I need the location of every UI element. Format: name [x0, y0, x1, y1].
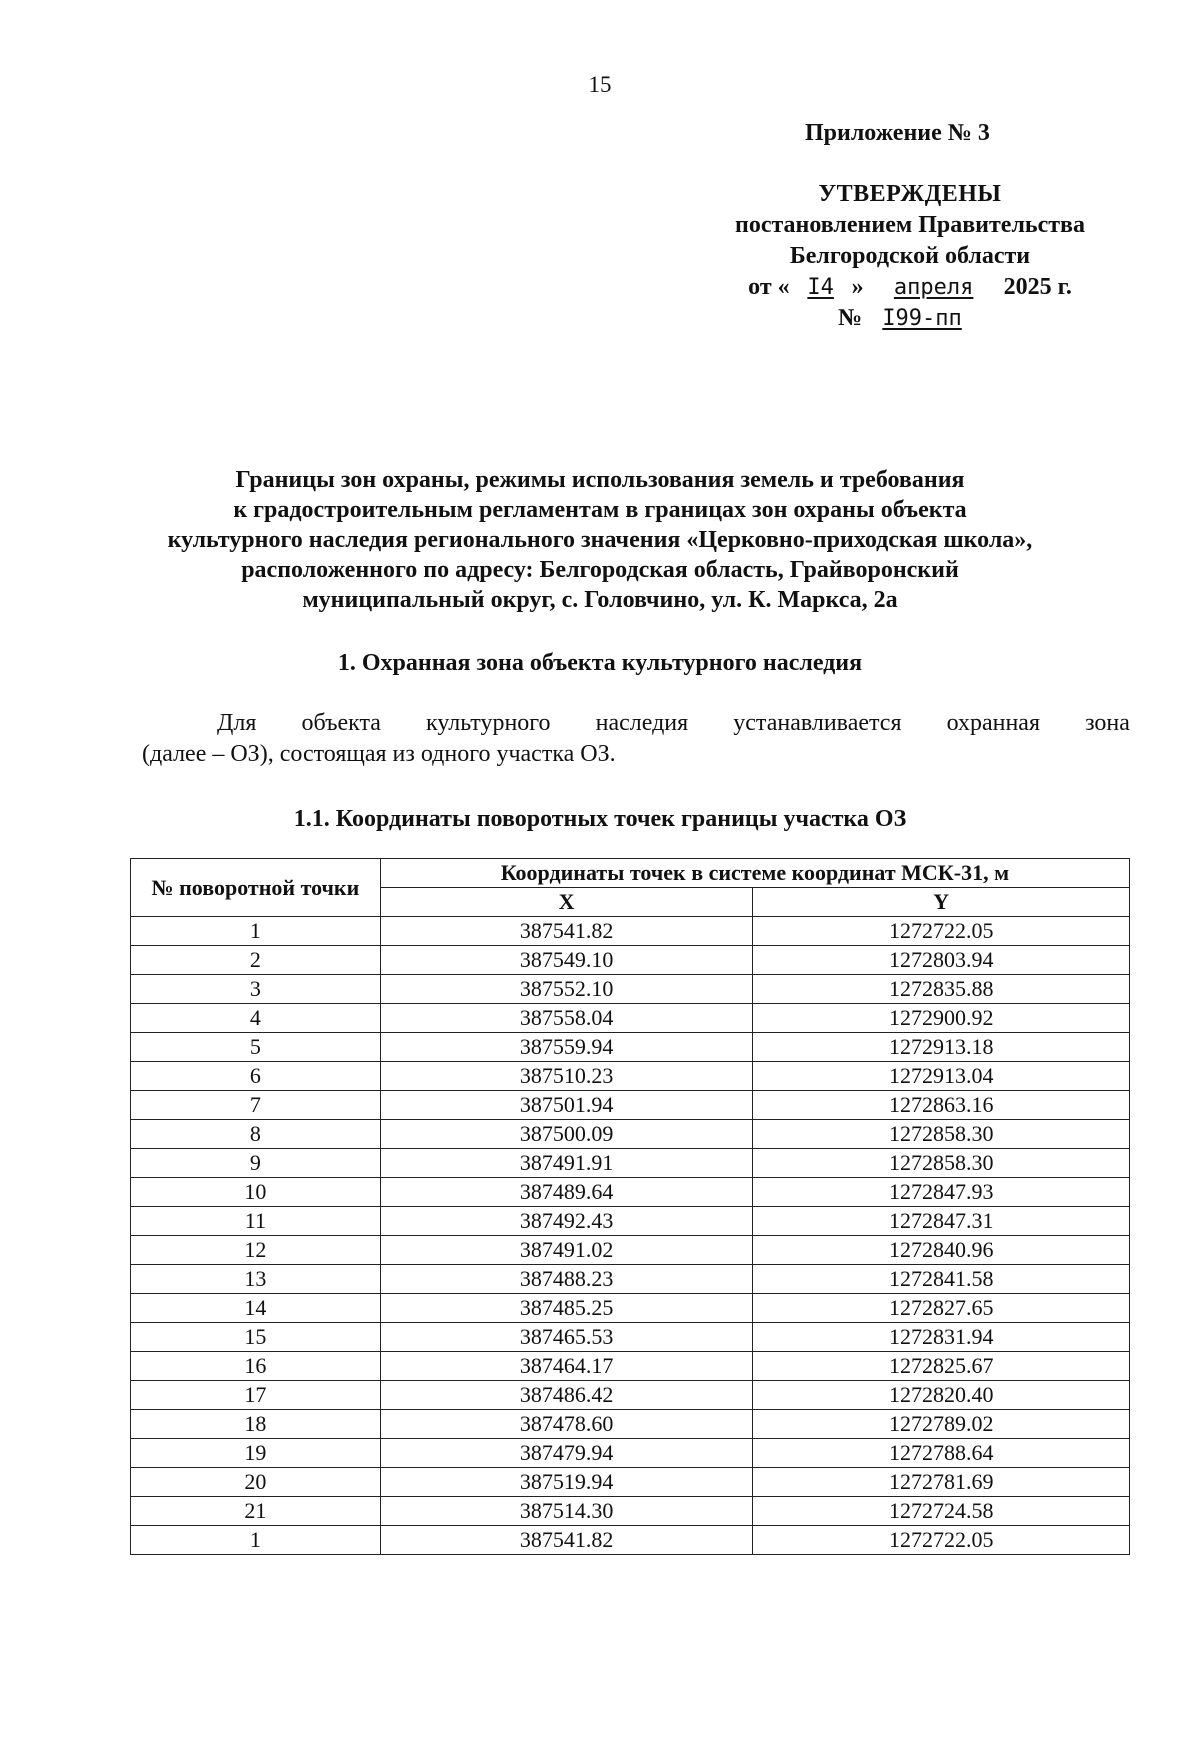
- cell-y: 1272863.16: [753, 1091, 1130, 1120]
- cell-point-number: 20: [131, 1468, 381, 1497]
- cell-point-number: 15: [131, 1323, 381, 1352]
- cell-point-number: 12: [131, 1236, 381, 1265]
- cell-y: 1272722.05: [753, 1526, 1130, 1555]
- cell-x: 387501.94: [380, 1091, 753, 1120]
- cell-point-number: 11: [131, 1207, 381, 1236]
- cell-x: 387558.04: [380, 1004, 753, 1033]
- table-row: [131, 946, 1130, 975]
- table-row: [131, 1497, 1130, 1526]
- cell-y: 1272835.88: [753, 975, 1130, 1004]
- cell-point-number: 9: [131, 1149, 381, 1178]
- cell-x: 387464.17: [380, 1352, 753, 1381]
- table-row: [131, 1149, 1130, 1178]
- table-body: [131, 917, 1130, 1555]
- cell-x: 387541.82: [380, 1526, 753, 1555]
- paragraph-word: объекта: [301, 710, 381, 736]
- cell-point-number: 3: [131, 975, 381, 1004]
- cell-point-number: 19: [131, 1439, 381, 1468]
- number-value: I99-пп: [882, 306, 962, 331]
- cell-x: 387510.23: [380, 1062, 753, 1091]
- header-coordinates: Координаты точек в системе координат МСК-31, м: [380, 859, 1129, 888]
- cell-x: 387479.94: [380, 1439, 753, 1468]
- table-row: [131, 1294, 1130, 1323]
- cell-x: 387486.42: [380, 1381, 753, 1410]
- table-row: [131, 1265, 1130, 1294]
- cell-x: 387549.10: [380, 946, 753, 975]
- cell-y: 1272825.67: [753, 1352, 1130, 1381]
- cell-point-number: 5: [131, 1033, 381, 1062]
- cell-point-number: 7: [131, 1091, 381, 1120]
- cell-x: 387488.23: [380, 1265, 753, 1294]
- cell-point-number: 14: [131, 1294, 381, 1323]
- approval-block: [690, 118, 1130, 334]
- table-header-row: [131, 859, 1130, 888]
- cell-x: 387559.94: [380, 1033, 753, 1062]
- document-title: [60, 465, 1140, 615]
- header-point-number: № поворотной точки: [131, 859, 381, 917]
- cell-x: 387519.94: [380, 1468, 753, 1497]
- cell-y: 1272913.18: [753, 1033, 1130, 1062]
- date-day: I4: [807, 275, 834, 300]
- table-row: [131, 1033, 1130, 1062]
- cell-point-number: 8: [131, 1120, 381, 1149]
- table-row: [131, 1526, 1130, 1555]
- paragraph-word: устанавливается: [733, 710, 902, 736]
- cell-y: 1272858.30: [753, 1149, 1130, 1178]
- subsection-heading: 1.1. Координаты поворотных точек границы участка ОЗ: [293, 806, 907, 832]
- cell-y: 1272788.64: [753, 1439, 1130, 1468]
- table-row: [131, 1352, 1130, 1381]
- title-line: Границы зон охраны, режимы использования земель и требования: [235, 467, 965, 493]
- cell-y: 1272820.40: [753, 1381, 1130, 1410]
- cell-y: 1272841.58: [753, 1265, 1130, 1294]
- cell-point-number: 17: [131, 1381, 381, 1410]
- cell-y: 1272722.05: [753, 917, 1130, 946]
- cell-x: 387552.10: [380, 975, 753, 1004]
- title-line: к градостроительным регламентам в границах зон охраны объекта: [233, 497, 967, 523]
- approval-line-2: Белгородской области: [789, 243, 1031, 269]
- cell-y: 1272724.58: [753, 1497, 1130, 1526]
- paragraph-word: наследия: [595, 710, 689, 736]
- cell-y: 1272847.31: [753, 1207, 1130, 1236]
- table-row: [131, 1120, 1130, 1149]
- cell-y: 1272913.04: [753, 1062, 1130, 1091]
- cell-y: 1272847.93: [753, 1178, 1130, 1207]
- cell-point-number: 1: [131, 1526, 381, 1555]
- section-heading: 1. Охранная зона объекта культурного наследия: [337, 650, 863, 676]
- approval-line-1: постановлением Правительства: [734, 212, 1085, 238]
- cell-x: 387491.02: [380, 1236, 753, 1265]
- cell-y: 1272803.94: [753, 946, 1130, 975]
- cell-point-number: 6: [131, 1062, 381, 1091]
- cell-y: 1272858.30: [753, 1120, 1130, 1149]
- table-row: [131, 1381, 1130, 1410]
- cell-x: 387514.30: [380, 1497, 753, 1526]
- date-prefix: от «: [748, 274, 790, 300]
- date-mid: »: [851, 274, 864, 300]
- title-line: культурного наследия регионального значения «Церковно-приходская школа»,: [167, 527, 1033, 553]
- header-y: Y: [753, 888, 1130, 917]
- cell-point-number: 16: [131, 1352, 381, 1381]
- paragraph-line-2: (далее – ОЗ), состоящая из одного участка ОЗ.: [142, 741, 616, 767]
- approval-number: [690, 303, 1130, 334]
- title-line: расположенного по адресу: Белгородская область, Грайворонский: [241, 557, 959, 583]
- paragraph-word: культурного: [426, 710, 551, 736]
- cell-y: 1272831.94: [753, 1323, 1130, 1352]
- paragraph-word: зона: [1085, 710, 1130, 736]
- cell-y: 1272789.02: [753, 1410, 1130, 1439]
- cell-point-number: 21: [131, 1497, 381, 1526]
- cell-y: 1272827.65: [753, 1294, 1130, 1323]
- table-row: [131, 1410, 1130, 1439]
- table-row: [131, 1178, 1130, 1207]
- header-x: X: [380, 888, 753, 917]
- cell-point-number: 10: [131, 1178, 381, 1207]
- cell-x: 387465.53: [380, 1323, 753, 1352]
- table-row: [131, 1439, 1130, 1468]
- table-row: [131, 1323, 1130, 1352]
- paragraph-word: охранная: [946, 710, 1040, 736]
- cell-x: 387491.91: [380, 1149, 753, 1178]
- paragraph-word: Для: [217, 710, 257, 736]
- coordinates-table: [130, 858, 1130, 1555]
- title-line: муниципальный округ, с. Головчино, ул. К. Маркса, 2а: [302, 587, 898, 613]
- table-row: [131, 1091, 1130, 1120]
- cell-point-number: 13: [131, 1265, 381, 1294]
- cell-x: 387478.60: [380, 1410, 753, 1439]
- date-month: апреля: [893, 275, 974, 300]
- page-number: 15: [588, 72, 612, 97]
- table-row: [131, 975, 1130, 1004]
- approval-date: [690, 272, 1130, 303]
- table-row: [131, 1004, 1130, 1033]
- cell-x: 387489.64: [380, 1178, 753, 1207]
- approved-label: УТВЕРЖДЕНЫ: [818, 181, 1002, 207]
- table-row: [131, 1062, 1130, 1091]
- cell-x: 387485.25: [380, 1294, 753, 1323]
- number-prefix: №: [837, 305, 863, 331]
- appendix-label: Приложение № 3: [805, 120, 990, 146]
- table-row: [131, 1207, 1130, 1236]
- cell-point-number: 4: [131, 1004, 381, 1033]
- cell-y: 1272840.96: [753, 1236, 1130, 1265]
- cell-point-number: 2: [131, 946, 381, 975]
- table-row: [131, 1468, 1130, 1497]
- cell-point-number: 18: [131, 1410, 381, 1439]
- body-paragraph: [142, 708, 1130, 770]
- table-row: [131, 1236, 1130, 1265]
- cell-x: 387541.82: [380, 917, 753, 946]
- date-year: 2025 г.: [1003, 274, 1072, 300]
- paragraph-line-1: [142, 708, 1130, 739]
- cell-y: 1272900.92: [753, 1004, 1130, 1033]
- cell-x: 387500.09: [380, 1120, 753, 1149]
- cell-x: 387492.43: [380, 1207, 753, 1236]
- table-row: [131, 917, 1130, 946]
- cell-y: 1272781.69: [753, 1468, 1130, 1497]
- cell-point-number: 1: [131, 917, 381, 946]
